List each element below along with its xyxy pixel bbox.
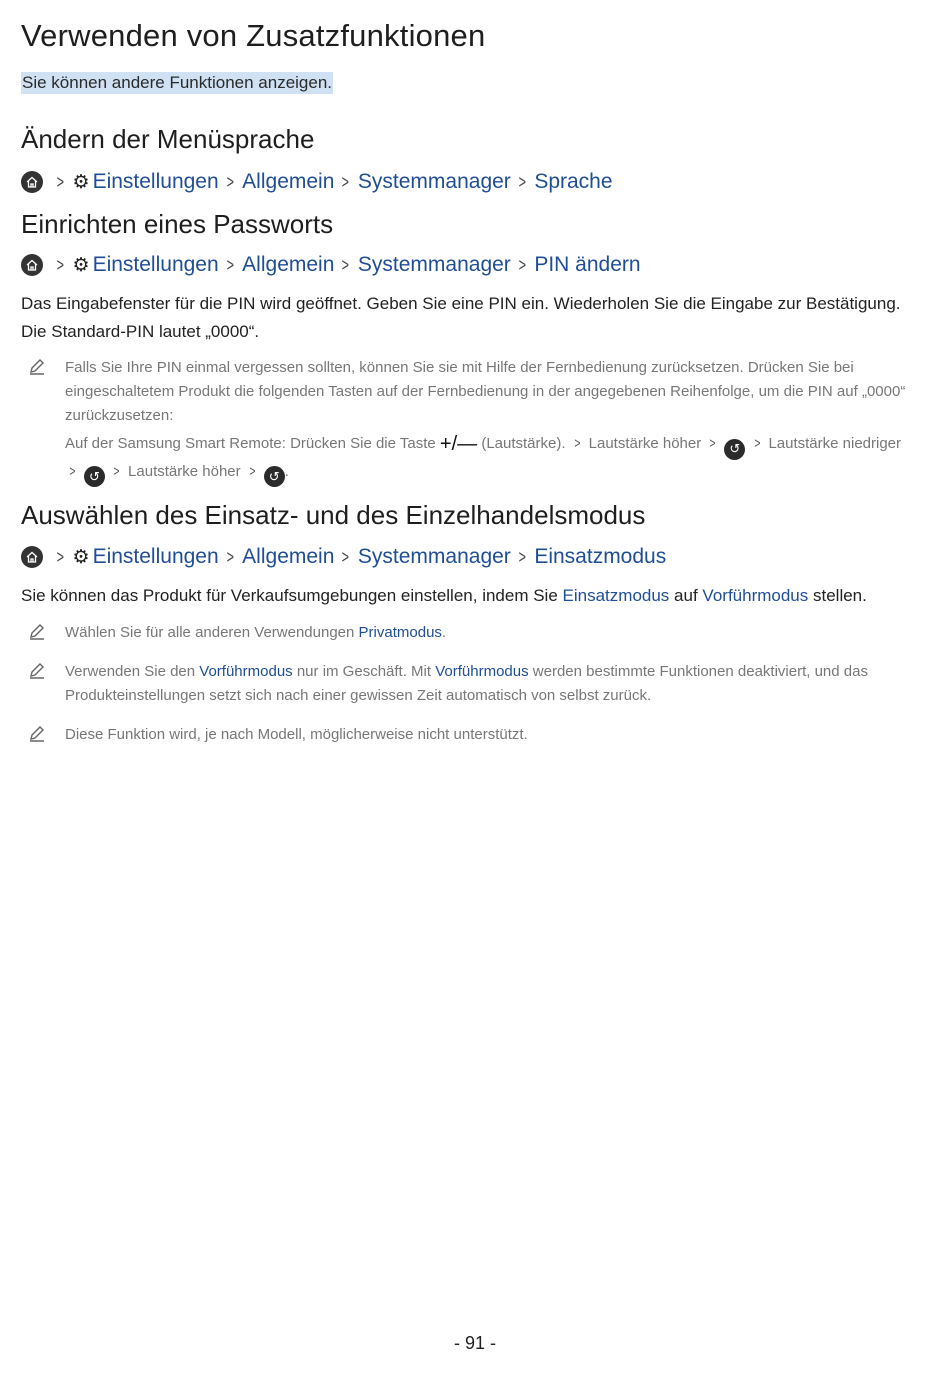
breadcrumb-item[interactable]: Einstellungen — [92, 253, 219, 276]
breadcrumb-item[interactable]: Sprache — [534, 170, 613, 193]
volume-button-symbol: +/— — [439, 433, 478, 455]
setting-link: Vorführmodus — [435, 663, 529, 680]
remote-instructions — [65, 432, 911, 487]
page-subtitle: Sie können andere Funktionen anzeigen. — [22, 73, 333, 92]
section-heading-password: Einrichten eines Passworts — [21, 209, 334, 239]
volume-label: (Lautstärke). — [481, 435, 566, 452]
gear-icon: ⚙ — [72, 171, 90, 193]
return-icon: ↺ — [264, 466, 285, 487]
text-run: Sie können das Produkt für Verkaufsumgebungen einstellen, indem Sie — [21, 586, 558, 605]
breadcrumb-item[interactable]: Systemmanager — [357, 170, 511, 193]
breadcrumb-item[interactable]: Allgemein — [242, 170, 335, 193]
chevron-right-icon: > — [518, 254, 526, 275]
step-volume-up: Lautstärke höher — [588, 435, 702, 452]
setting-link: Einsatzmodus — [562, 586, 670, 605]
pencil-note-icon — [28, 623, 46, 649]
breadcrumb-item[interactable]: Einsatzmodus — [534, 545, 667, 568]
step-volume-down: niedriger — [842, 435, 902, 452]
pin-reset-note — [21, 356, 911, 487]
setting-link: Vorführmodus — [702, 586, 809, 605]
pin-description — [21, 290, 911, 346]
text-run: Verwenden Sie den — [65, 663, 196, 680]
text-run: . — [441, 624, 447, 641]
breadcrumb-item[interactable]: Systemmanager — [357, 545, 511, 568]
setting-link: Vorführmodus — [199, 663, 293, 680]
breadcrumb-item[interactable]: Systemmanager — [357, 253, 511, 276]
breadcrumb-item[interactable]: PIN ändern — [534, 253, 641, 276]
note-text: Falls Sie Ihre PIN einmal vergessen sollten, können Sie sie mit Hilfe der Fernbedienung zurücksetzen. Drücken Sie bei eingeschaltetem Produkt die folgenden Tasten auf der Fernbedienung in der angegebenen Reihenfolge, um die PIN auf „0000“ zurückzusetzen: — [65, 359, 906, 424]
text-run: nur im Geschäft. Mit — [296, 663, 432, 680]
pencil-note-icon — [28, 662, 46, 688]
page-title: Verwenden von Zusatzfunktionen — [21, 18, 486, 53]
chevron-right-icon: > — [518, 546, 526, 567]
chevron-right-icon: > — [56, 171, 64, 192]
chevron-right-icon: > — [753, 435, 760, 452]
page-number: - 91 - — [453, 1333, 496, 1353]
note-text — [65, 660, 911, 708]
gear-icon: ⚙ — [72, 254, 90, 276]
section-heading-usage-mode: Auswählen des Einsatz- und des Einzelhandelsmodus — [21, 500, 646, 530]
home-icon[interactable] — [21, 546, 43, 568]
text-run: stellen. — [813, 586, 867, 605]
pencil-note-icon — [28, 358, 46, 384]
step-volume-up: Lautstärke höher — [128, 462, 241, 480]
chevron-right-icon: > — [341, 171, 350, 192]
text-run: werden bestimmte Funktionen deaktiviert, und das Produkteinstellungen setzt sich nach einer gewissen Zeit automatisch von selbst zurück. — [65, 663, 868, 704]
pencil-note-icon — [28, 725, 46, 751]
home-icon[interactable] — [21, 171, 43, 193]
note-text — [65, 621, 911, 645]
breadcrumb-item[interactable]: Einstellungen — [92, 170, 219, 193]
note-private-mode — [21, 621, 911, 645]
remote-prefix: Auf der Samsung Smart Remote: Drücken Sie die Taste — [65, 435, 436, 452]
breadcrumb-language — [21, 169, 613, 195]
note-model-support — [21, 723, 911, 747]
pin-description-line: Die Standard-PIN lautet „0000“. — [21, 322, 260, 341]
breadcrumb-item[interactable]: Allgemein — [242, 253, 335, 276]
chevron-right-icon: > — [574, 435, 581, 452]
chevron-right-icon: > — [226, 546, 234, 567]
chevron-right-icon: > — [518, 171, 526, 192]
chevron-right-icon: > — [341, 546, 350, 567]
chevron-right-icon: > — [69, 462, 76, 480]
text-run: auf — [674, 586, 698, 605]
breadcrumb-item[interactable]: Allgemein — [242, 545, 335, 568]
end-punctuation: . — [284, 462, 289, 480]
chevron-right-icon: > — [56, 546, 64, 567]
chevron-right-icon: > — [341, 254, 350, 275]
step-volume-down: Lautstärke — [768, 435, 839, 452]
usage-mode-description — [21, 582, 911, 610]
note-text: Diese Funktion wird, je nach Modell, möglicherweise nicht unterstützt. — [65, 726, 528, 743]
note-demo-mode — [21, 660, 911, 708]
chevron-right-icon: > — [249, 462, 256, 480]
chevron-right-icon: > — [226, 171, 234, 192]
chevron-right-icon: > — [113, 462, 120, 480]
chevron-right-icon: > — [56, 254, 64, 275]
chevron-right-icon: > — [709, 435, 716, 452]
pin-description-line: Das Eingabefenster für die PIN wird geöffnet. Geben Sie eine PIN ein. Wiederholen Sie die Eingabe zur Bestätigung. — [21, 294, 901, 313]
section-heading-language: Ändern der Menüsprache — [21, 124, 315, 154]
return-icon: ↺ — [84, 466, 105, 487]
breadcrumb-password — [21, 252, 641, 278]
home-icon[interactable] — [21, 254, 43, 276]
text-run: Wählen Sie für alle anderen Verwendungen — [65, 624, 355, 641]
chevron-right-icon: > — [226, 254, 234, 275]
breadcrumb-usage-mode — [21, 544, 666, 570]
breadcrumb-item[interactable]: Einstellungen — [92, 545, 219, 568]
gear-icon: ⚙ — [72, 546, 90, 568]
return-icon: ↺ — [724, 439, 745, 460]
setting-link: Privatmodus — [358, 624, 442, 641]
